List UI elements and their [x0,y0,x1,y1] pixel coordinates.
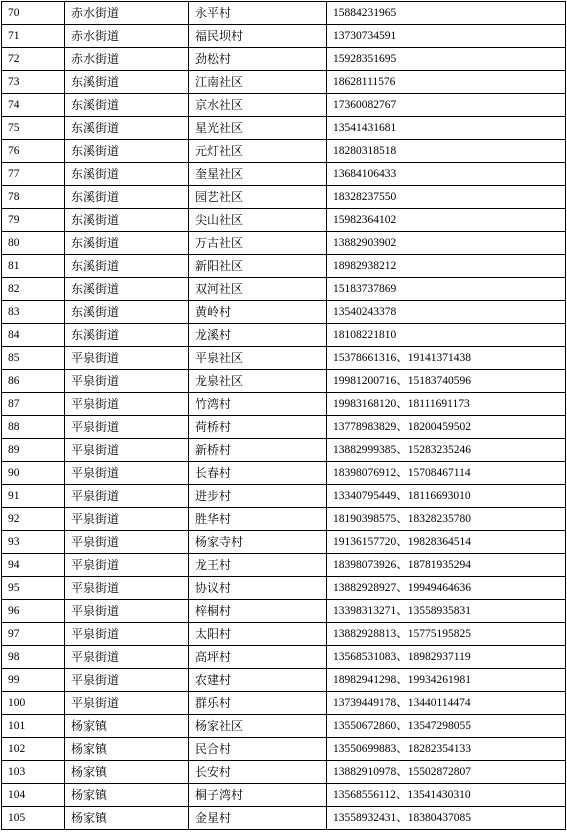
table-row [2,508,566,531]
row-number-cell: 103 [2,761,65,784]
village-cell: 竹湾村 [189,393,327,416]
street-cell: 赤水街道 [65,2,189,25]
row-number-cell: 80 [2,232,65,255]
row-number-cell: 94 [2,554,65,577]
table-row [2,761,566,784]
table-row [2,2,566,25]
village-cell: 长安村 [189,761,327,784]
row-number-cell: 82 [2,278,65,301]
village-cell: 荷桥村 [189,416,327,439]
village-cell: 桐子湾村 [189,784,327,807]
phone-cell: 13558932431、18380437085 [327,807,566,830]
phone-cell: 13541431681 [327,117,566,140]
phone-cell: 13340795449、18116693010 [327,485,566,508]
row-number-cell: 70 [2,2,65,25]
village-cell: 协议村 [189,577,327,600]
village-cell: 进步村 [189,485,327,508]
street-cell: 平泉街道 [65,577,189,600]
street-cell: 东溪街道 [65,301,189,324]
phone-cell: 18398076912、15708467114 [327,462,566,485]
village-cell: 龙泉社区 [189,370,327,393]
row-number-cell: 73 [2,71,65,94]
village-cell: 金星村 [189,807,327,830]
village-cell: 民合村 [189,738,327,761]
row-number-cell: 92 [2,508,65,531]
phone-cell: 13540243378 [327,301,566,324]
village-cell: 劲松村 [189,48,327,71]
row-number-cell: 88 [2,416,65,439]
table-row [2,416,566,439]
row-number-cell: 76 [2,140,65,163]
phone-cell: 15884231965 [327,2,566,25]
table-row [2,301,566,324]
phone-cell: 18190398575、18328235780 [327,508,566,531]
village-cell: 龙王村 [189,554,327,577]
row-number-cell: 100 [2,692,65,715]
row-number-cell: 71 [2,25,65,48]
street-cell: 东溪街道 [65,163,189,186]
village-cell: 新阳社区 [189,255,327,278]
table-row [2,324,566,347]
row-number-cell: 104 [2,784,65,807]
village-cell: 太阳村 [189,623,327,646]
table-row [2,140,566,163]
table-row [2,25,566,48]
table-row [2,784,566,807]
street-cell: 东溪街道 [65,278,189,301]
table-row [2,232,566,255]
row-number-cell: 95 [2,577,65,600]
street-cell: 东溪街道 [65,232,189,255]
village-cell: 万古社区 [189,232,327,255]
street-cell: 平泉街道 [65,646,189,669]
phone-cell: 18982938212 [327,255,566,278]
street-cell: 杨家镇 [65,738,189,761]
row-number-cell: 101 [2,715,65,738]
row-number-cell: 102 [2,738,65,761]
table-row [2,71,566,94]
table-row [2,623,566,646]
street-cell: 赤水街道 [65,48,189,71]
phone-cell: 13568531083、18982937119 [327,646,566,669]
street-cell: 东溪街道 [65,71,189,94]
table-row [2,807,566,830]
table-row [2,48,566,71]
phone-cell: 13684106433 [327,163,566,186]
row-number-cell: 105 [2,807,65,830]
table-row [2,255,566,278]
street-cell: 平泉街道 [65,393,189,416]
row-number-cell: 85 [2,347,65,370]
table-row [2,577,566,600]
street-cell: 杨家镇 [65,761,189,784]
table-row [2,393,566,416]
village-cell: 农建村 [189,669,327,692]
row-number-cell: 87 [2,393,65,416]
phone-cell: 13882903902 [327,232,566,255]
row-number-cell: 83 [2,301,65,324]
row-number-cell: 96 [2,600,65,623]
row-number-cell: 90 [2,462,65,485]
village-cell: 永平村 [189,2,327,25]
table-row [2,186,566,209]
street-cell: 东溪街道 [65,140,189,163]
row-number-cell: 81 [2,255,65,278]
village-cell: 高坪村 [189,646,327,669]
row-number-cell: 72 [2,48,65,71]
street-cell: 平泉街道 [65,462,189,485]
phone-cell: 18628111576 [327,71,566,94]
village-cell: 梓桐村 [189,600,327,623]
phone-cell: 15378661316、19141371438 [327,347,566,370]
table-row [2,554,566,577]
table-row [2,692,566,715]
table-row [2,94,566,117]
street-cell: 平泉街道 [65,692,189,715]
table-row [2,209,566,232]
phone-cell: 13398313271、13558935831 [327,600,566,623]
row-number-cell: 97 [2,623,65,646]
phone-cell: 17360082767 [327,94,566,117]
street-cell: 平泉街道 [65,508,189,531]
street-cell: 东溪街道 [65,117,189,140]
village-cell: 群乐村 [189,692,327,715]
phone-cell: 18982941298、19934261981 [327,669,566,692]
street-cell: 东溪街道 [65,94,189,117]
phone-cell: 18280318518 [327,140,566,163]
row-number-cell: 74 [2,94,65,117]
village-cell: 园艺社区 [189,186,327,209]
street-cell: 平泉街道 [65,485,189,508]
village-cell: 福民坝村 [189,25,327,48]
phone-cell: 18108221810 [327,324,566,347]
table-row [2,462,566,485]
phone-cell: 13568556112、13541430310 [327,784,566,807]
row-number-cell: 98 [2,646,65,669]
phone-cell: 18328237550 [327,186,566,209]
street-cell: 平泉街道 [65,370,189,393]
village-cell: 京水社区 [189,94,327,117]
phone-cell: 15183737869 [327,278,566,301]
street-cell: 平泉街道 [65,600,189,623]
phone-cell: 18398073926、18781935294 [327,554,566,577]
row-number-cell: 79 [2,209,65,232]
phone-cell: 13882928813、15775195825 [327,623,566,646]
table-row [2,646,566,669]
row-number-cell: 84 [2,324,65,347]
street-cell: 平泉街道 [65,439,189,462]
street-cell: 平泉街道 [65,554,189,577]
village-cell: 杨家社区 [189,715,327,738]
row-number-cell: 77 [2,163,65,186]
phone-cell: 15928351695 [327,48,566,71]
village-cell: 胜华村 [189,508,327,531]
phone-cell: 19136157720、19828364514 [327,531,566,554]
street-cell: 东溪街道 [65,255,189,278]
phone-cell: 13550672860、13547298055 [327,715,566,738]
table-row [2,117,566,140]
village-cell: 杨家寺村 [189,531,327,554]
village-cell: 黄岭村 [189,301,327,324]
phone-cell: 19981200716、15183740596 [327,370,566,393]
table-row [2,531,566,554]
table-row [2,485,566,508]
village-cell: 新桥村 [189,439,327,462]
table-row [2,738,566,761]
row-number-cell: 93 [2,531,65,554]
street-cell: 平泉街道 [65,531,189,554]
village-cell: 元灯社区 [189,140,327,163]
street-cell: 杨家镇 [65,784,189,807]
phone-cell: 13730734591 [327,25,566,48]
village-cell: 奎星社区 [189,163,327,186]
phone-cell: 13882928927、19949464636 [327,577,566,600]
street-cell: 赤水街道 [65,25,189,48]
table-row [2,347,566,370]
table-row [2,370,566,393]
phone-cell: 19983168120、18111691173 [327,393,566,416]
village-cell: 双河社区 [189,278,327,301]
street-cell: 平泉街道 [65,347,189,370]
table-body [2,2,566,830]
contact-table [1,1,566,830]
village-cell: 平泉社区 [189,347,327,370]
street-cell: 杨家镇 [65,807,189,830]
phone-cell: 13882910978、15502872807 [327,761,566,784]
street-cell: 东溪街道 [65,186,189,209]
phone-cell: 13550699883、18282354133 [327,738,566,761]
village-cell: 星光社区 [189,117,327,140]
phone-cell: 15982364102 [327,209,566,232]
table-row [2,715,566,738]
table-row [2,278,566,301]
row-number-cell: 75 [2,117,65,140]
street-cell: 平泉街道 [65,416,189,439]
row-number-cell: 99 [2,669,65,692]
phone-cell: 13778983829、18200459502 [327,416,566,439]
phone-cell: 13882999385、15283235246 [327,439,566,462]
village-cell: 江南社区 [189,71,327,94]
village-cell: 尖山社区 [189,209,327,232]
phone-cell: 13739449178、13440114474 [327,692,566,715]
row-number-cell: 91 [2,485,65,508]
row-number-cell: 78 [2,186,65,209]
street-cell: 平泉街道 [65,623,189,646]
table-row [2,669,566,692]
row-number-cell: 89 [2,439,65,462]
village-cell: 龙溪村 [189,324,327,347]
table-row [2,439,566,462]
street-cell: 东溪街道 [65,324,189,347]
row-number-cell: 86 [2,370,65,393]
street-cell: 杨家镇 [65,715,189,738]
street-cell: 平泉街道 [65,669,189,692]
street-cell: 东溪街道 [65,209,189,232]
table-row [2,163,566,186]
table-row [2,600,566,623]
village-cell: 长春村 [189,462,327,485]
